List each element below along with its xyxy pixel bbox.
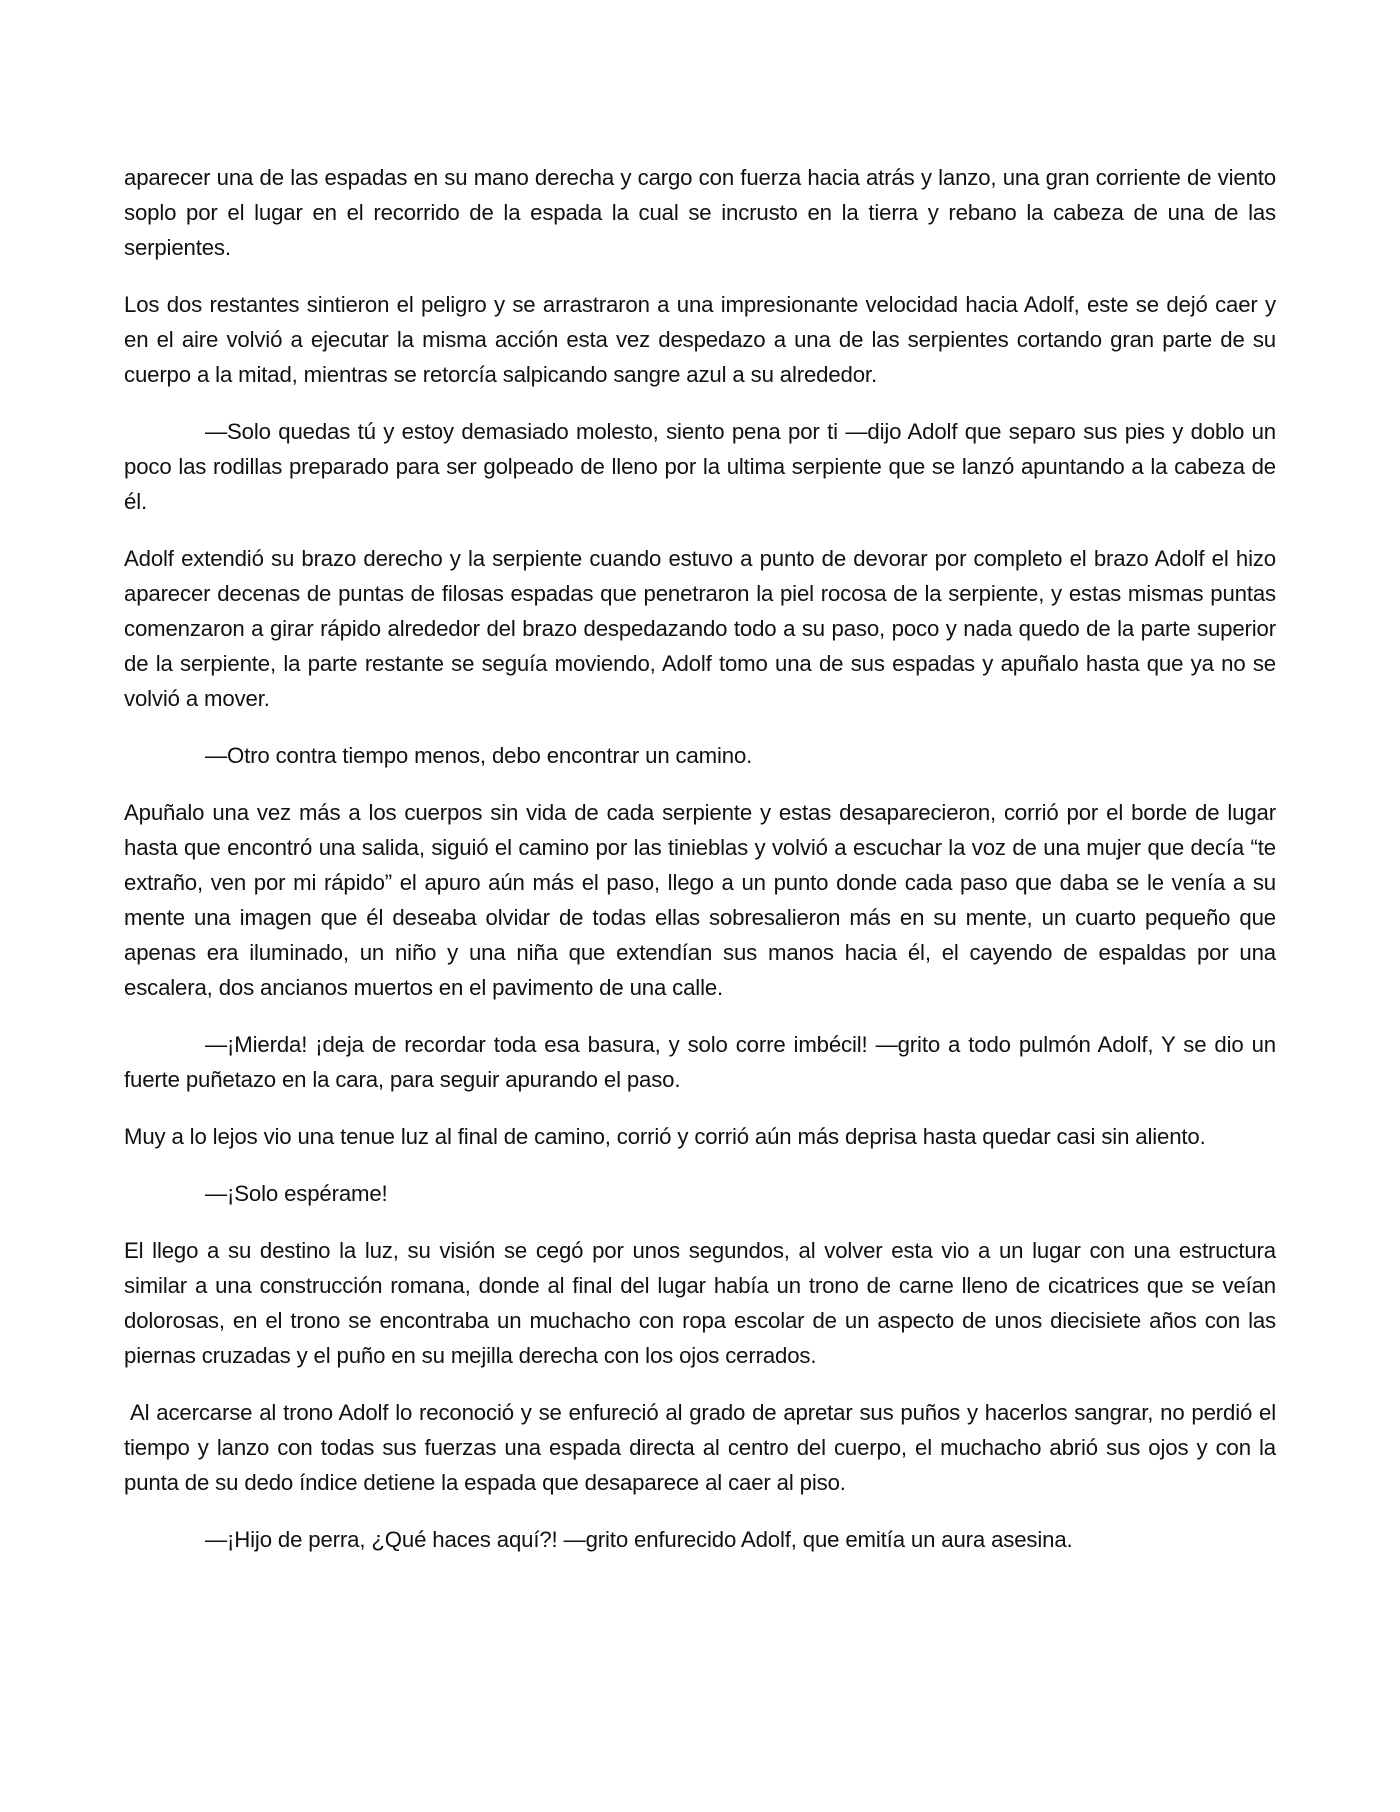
dialogue-paragraph: —Solo quedas tú y estoy demasiado molesto, siento pena por ti —dijo Adolf que separo sus pies y doblo un poco las rodillas preparado para ser golpeado de lleno por la ultima serpiente que se lanzó apuntando a la cabeza de él.	[124, 419, 1276, 514]
dialogue-paragraph: —¡Solo espérame!	[205, 1181, 388, 1206]
dialogue-paragraph: —¡Hijo de perra, ¿Qué haces aquí?! —grito enfurecido Adolf, que emitía un aura asesina.	[205, 1527, 1073, 1552]
paragraph: aparecer una de las espadas en su mano derecha y cargo con fuerza hacia atrás y lanzo, una gran corriente de viento soplo por el lugar en el recorrido de la espada la cual se incrusto en la tierra y rebano la cabeza de una de las serpientes.	[124, 165, 1276, 260]
paragraph: Adolf extendió su brazo derecho y la serpiente cuando estuvo a punto de devorar por completo el brazo Adolf el hizo aparecer decenas de puntas de filosas espadas que penetraron la piel rocosa de la serpiente, y estas mismas puntas comenzaron a girar rápido alrededor del brazo despedazando todo a su paso, poco y nada quedo de la parte superior de la serpiente, la parte restante se seguía moviendo, Adolf tomo una de sus espadas y apuñalo hasta que ya no se volvió a mover.	[124, 546, 1276, 711]
paragraph: Muy a lo lejos vio una tenue luz al final de camino, corrió y corrió aún más deprisa hasta quedar casi sin aliento.	[124, 1124, 1206, 1149]
dialogue-paragraph: —¡Mierda! ¡deja de recordar toda esa basura, y solo corre imbécil! —grito a todo pulmón Adolf, Y se dio un fuerte puñetazo en la cara, para seguir apurando el paso.	[124, 1032, 1276, 1092]
paragraph: Al acercarse al trono Adolf lo reconoció y se enfureció al grado de apretar sus puños y hacerlos sangrar, no perdió el tiempo y lanzo con todas sus fuerzas una espada directa al centro del cuerpo, el muchacho abrió sus ojos y con la punta de su dedo índice detiene la espada que desaparece al caer al piso.	[124, 1400, 1276, 1495]
dialogue-paragraph: —Otro contra tiempo menos, debo encontrar un camino.	[205, 743, 753, 768]
paragraph: Los dos restantes sintieron el peligro y se arrastraron a una impresionante velocidad hacia Adolf, este se dejó caer y en el aire volvió a ejecutar la misma acción esta vez despedazo a una de las serpientes cortando gran parte de su cuerpo a la mitad, mientras se retorcía salpicando sangre azul a su alrededor.	[124, 292, 1276, 387]
paragraph: Apuñalo una vez más a los cuerpos sin vida de cada serpiente y estas desaparecieron, corrió por el borde de lugar hasta que encontró una salida, siguió el camino por las tinieblas y volvió a escuchar la voz de una mujer que decía “te extraño, ven por mi rápido” el apuro aún más el paso, llego a un punto donde cada paso que daba se le venía a su mente una imagen que él deseaba olvidar de todas ellas sobresalieron más en su mente, un cuarto pequeño que apenas era iluminado, un niño y una niña que extendían sus manos hacia él, el cayendo de espaldas por una escalera, dos ancianos muertos en el pavimento de una calle.	[124, 800, 1276, 1000]
paragraph: El llego a su destino la luz, su visión se cegó por unos segundos, al volver esta vio a un lugar con una estructura similar a una construcción romana, donde al final del lugar había un trono de carne lleno de cicatrices que se veían dolorosas, en el trono se encontraba un muchacho con ropa escolar de un aspecto de unos diecisiete años con las piernas cruzadas y el puño en su mejilla derecha con los ojos cerrados.	[124, 1238, 1276, 1368]
